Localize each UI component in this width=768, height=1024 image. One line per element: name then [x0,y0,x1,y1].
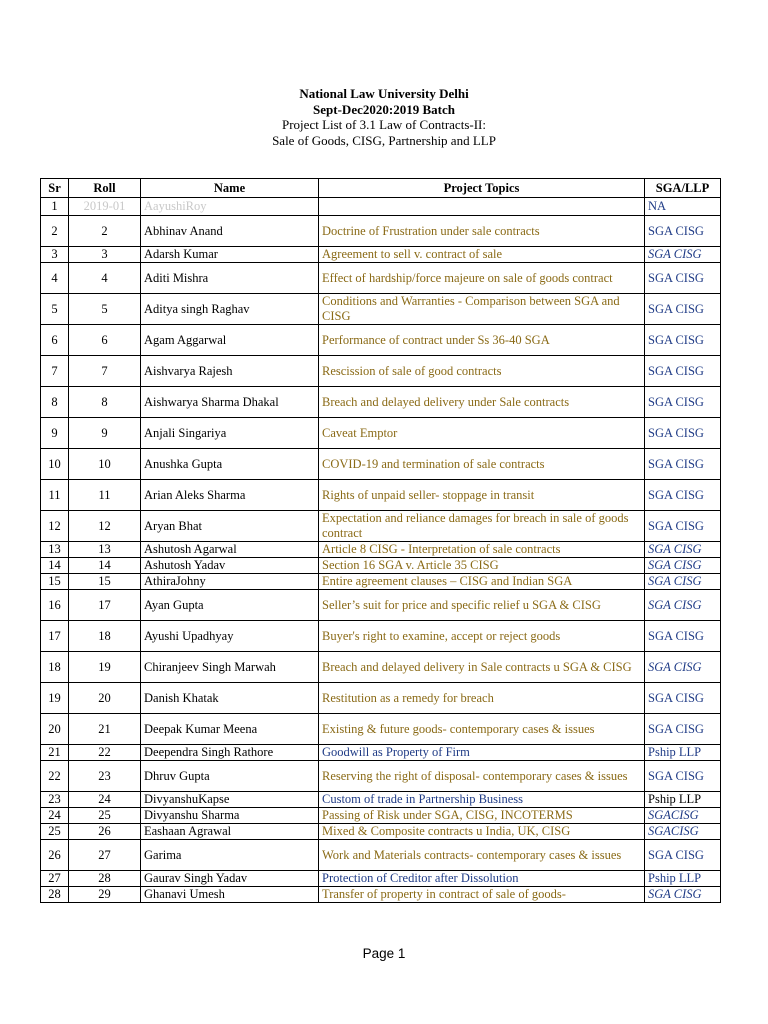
table-row [41,198,721,216]
roll-cell: 8 [69,387,141,418]
topic-cell: Rescission of sale of good contracts [319,356,645,387]
roll-cell: 15 [69,574,141,590]
roll-cell: 18 [69,621,141,652]
column-header-topic: Project Topics [319,179,645,198]
roll-cell: 23 [69,761,141,792]
topic-cell: Caveat Emptor [319,418,645,449]
sga-llp-cell: Pship LLP [645,871,721,887]
table-row [41,590,721,621]
name-cell: Aryan Bhat [141,511,319,542]
table-row [41,683,721,714]
sr-cell: 5 [41,294,69,325]
name-cell: Eashaan Agrawal [141,824,319,840]
roll-cell: 7 [69,356,141,387]
table-row [41,449,721,480]
roll-cell: 14 [69,558,141,574]
column-header-sga-llp: SGA/LLP [645,179,721,198]
roll-cell: 2019-01 [69,198,141,216]
table-row [41,387,721,418]
roll-cell: 27 [69,840,141,871]
sr-cell: 6 [41,325,69,356]
sr-cell: 1 [41,198,69,216]
name-cell: Aditi Mishra [141,263,319,294]
sr-cell: 9 [41,418,69,449]
sr-cell: 26 [41,840,69,871]
sr-cell: 3 [41,247,69,263]
name-cell: Aditya singh Raghav [141,294,319,325]
name-cell: Ashutosh Yadav [141,558,319,574]
table-row [41,558,721,574]
sr-cell: 8 [41,387,69,418]
roll-cell: 28 [69,871,141,887]
topic-cell [319,198,645,216]
column-header-name: Name [141,179,319,198]
table-row [41,574,721,590]
sr-cell: 28 [41,887,69,903]
list-subtitle: Sale of Goods, CISG, Partnership and LLP [272,132,496,148]
sr-cell: 2 [41,216,69,247]
sr-cell: 7 [41,356,69,387]
name-cell: Anjali Singariya [141,418,319,449]
table-row [41,714,721,745]
roll-cell: 11 [69,480,141,511]
sr-cell: 27 [41,871,69,887]
sga-llp-cell: SGA CISG [645,621,721,652]
name-cell: Chiranjeev Singh Marwah [141,652,319,683]
page-number: Page 1 [362,946,406,961]
roll-cell: 21 [69,714,141,745]
table-row [41,621,721,652]
topic-cell: Conditions and Warranties - Comparison between SGA and CISG [319,294,645,325]
table-row [41,216,721,247]
table-row [41,871,721,887]
document-header [0,86,768,148]
sga-llp-cell: SGA CISG [645,761,721,792]
roll-cell: 17 [69,590,141,621]
sga-llp-cell: SGA CISG [645,325,721,356]
sga-llp-cell: SGA CISG [645,387,721,418]
column-header-sr: Sr [41,179,69,198]
topic-cell: Passing of Risk under SGA, CISG, INCOTERMS [319,808,645,824]
sr-cell: 13 [41,542,69,558]
sga-llp-cell: Pship LLP [645,745,721,761]
name-cell: Adarsh Kumar [141,247,319,263]
sr-cell: 23 [41,792,69,808]
name-cell: Arian Aleks Sharma [141,480,319,511]
roll-cell: 12 [69,511,141,542]
table-row [41,480,721,511]
sga-llp-cell: SGA CISG [645,480,721,511]
topic-cell: Custom of trade in Partnership Business [319,792,645,808]
roll-cell: 26 [69,824,141,840]
table-row [41,840,721,871]
table-row [41,418,721,449]
sga-llp-cell: SGA CISG [645,449,721,480]
topic-cell: Performance of contract under Ss 36-40 SGA [319,325,645,356]
table-row [41,325,721,356]
topic-cell: Breach and delayed delivery in Sale contracts u SGA & CISG [319,652,645,683]
topic-cell: Entire agreement clauses – CISG and Indian SGA [319,574,645,590]
university-name: National Law University Delhi [299,86,469,101]
sr-cell: 25 [41,824,69,840]
table-row [41,761,721,792]
list-title: Project List of 3.1 Law of Contracts-II: [282,117,486,132]
batch-line: Sept-Dec2020:2019 Batch [313,101,455,117]
sr-cell: 16 [41,590,69,621]
name-cell: Gaurav Singh Yadav [141,871,319,887]
roll-cell: 2 [69,216,141,247]
roll-cell: 10 [69,449,141,480]
name-cell: Ghanavi Umesh [141,887,319,903]
table-row [41,356,721,387]
topic-cell: Article 8 CISG - Interpretation of sale contracts [319,542,645,558]
column-header-roll: Roll [69,179,141,198]
name-cell: Garima [141,840,319,871]
sr-cell: 4 [41,263,69,294]
roll-cell: 3 [69,247,141,263]
roll-cell: 9 [69,418,141,449]
roll-cell: 13 [69,542,141,558]
sga-llp-cell: SGA CISG [645,714,721,745]
topic-cell: Reserving the right of disposal- contemporary cases & issues [319,761,645,792]
topic-cell: Buyer's right to examine, accept or reject goods [319,621,645,652]
sga-llp-cell: SGA CISG [645,542,721,558]
sga-llp-cell: SGA CISG [645,683,721,714]
sr-cell: 18 [41,652,69,683]
roll-cell: 20 [69,683,141,714]
table-row [41,824,721,840]
sr-cell: 21 [41,745,69,761]
sga-llp-cell: SGA CISG [645,294,721,325]
sr-cell: 24 [41,808,69,824]
table-row [41,247,721,263]
sga-llp-cell: SGA CISG [645,574,721,590]
name-cell: Aishwarya Sharma Dhakal [141,387,319,418]
name-cell: Ayushi Upadhyay [141,621,319,652]
sga-llp-cell: SGACISG [645,824,721,840]
topic-cell: Goodwill as Property of Firm [319,745,645,761]
table-row [41,792,721,808]
name-cell: Dhruv Gupta [141,761,319,792]
table-row [41,542,721,558]
roll-cell: 29 [69,887,141,903]
sga-llp-cell: SGA CISG [645,247,721,263]
topic-cell: Seller’s suit for price and specific relief u SGA & CISG [319,590,645,621]
name-cell: Aishvarya Rajesh [141,356,319,387]
sga-llp-cell: SGA CISG [645,216,721,247]
sr-cell: 20 [41,714,69,745]
name-cell: Ayan Gupta [141,590,319,621]
sr-cell: 11 [41,480,69,511]
roll-cell: 4 [69,263,141,294]
topic-cell: Doctrine of Frustration under sale contracts [319,216,645,247]
sga-llp-cell: SGA CISG [645,558,721,574]
sga-llp-cell: SGA CISG [645,590,721,621]
sga-llp-cell: SGA CISG [645,652,721,683]
table-body [41,198,721,903]
sga-llp-cell: SGA CISG [645,418,721,449]
sr-cell: 14 [41,558,69,574]
topic-cell: Mixed & Composite contracts u India, UK, CISG [319,824,645,840]
sr-cell: 19 [41,683,69,714]
topic-cell: Section 16 SGA v. Article 35 CISG [319,558,645,574]
topic-cell: COVID-19 and termination of sale contracts [319,449,645,480]
name-cell: Danish Khatak [141,683,319,714]
roll-cell: 6 [69,325,141,356]
name-cell: Deepak Kumar Meena [141,714,319,745]
roll-cell: 24 [69,792,141,808]
project-table [40,178,721,903]
topic-cell: Effect of hardship/force majeure on sale of goods contract [319,263,645,294]
table-row [41,808,721,824]
sr-cell: 15 [41,574,69,590]
name-cell: Divyanshu Sharma [141,808,319,824]
topic-cell: Restitution as a remedy for breach [319,683,645,714]
sga-llp-cell: SGA CISG [645,511,721,542]
sr-cell: 12 [41,511,69,542]
sga-llp-cell: SGA CISG [645,840,721,871]
name-cell: Deependra Singh Rathore [141,745,319,761]
sga-llp-cell: SGA CISG [645,356,721,387]
table-row [41,511,721,542]
table-row [41,294,721,325]
sr-cell: 17 [41,621,69,652]
roll-cell: 25 [69,808,141,824]
sr-cell: 10 [41,449,69,480]
name-cell: Anushka Gupta [141,449,319,480]
name-cell: Agam Aggarwal [141,325,319,356]
topic-cell: Expectation and reliance damages for breach in sale of goods contract [319,511,645,542]
table-row [41,652,721,683]
roll-cell: 5 [69,294,141,325]
topic-cell: Rights of unpaid seller- stoppage in transit [319,480,645,511]
topic-cell: Protection of Creditor after Dissolution [319,871,645,887]
roll-cell: 22 [69,745,141,761]
name-cell: Abhinav Anand [141,216,319,247]
name-cell: AayushiRoy [141,198,319,216]
name-cell: DivyanshuKapse [141,792,319,808]
name-cell: AthiraJohny [141,574,319,590]
sr-cell: 22 [41,761,69,792]
table-row [41,745,721,761]
table-row [41,887,721,903]
sga-llp-cell: Pship LLP [645,792,721,808]
topic-cell: Work and Materials contracts- contemporary cases & issues [319,840,645,871]
topic-cell: Breach and delayed delivery under Sale contracts [319,387,645,418]
topic-cell: Agreement to sell v. contract of sale [319,247,645,263]
sga-llp-cell: SGA CISG [645,887,721,903]
table-header-row [41,179,721,198]
topic-cell: Existing & future goods- contemporary cases & issues [319,714,645,745]
sga-llp-cell: NA [645,198,721,216]
table-row [41,263,721,294]
sga-llp-cell: SGACISG [645,808,721,824]
sga-llp-cell: SGA CISG [645,263,721,294]
topic-cell: Transfer of property in contract of sale of goods- [319,887,645,903]
name-cell: Ashutosh Agarwal [141,542,319,558]
roll-cell: 19 [69,652,141,683]
